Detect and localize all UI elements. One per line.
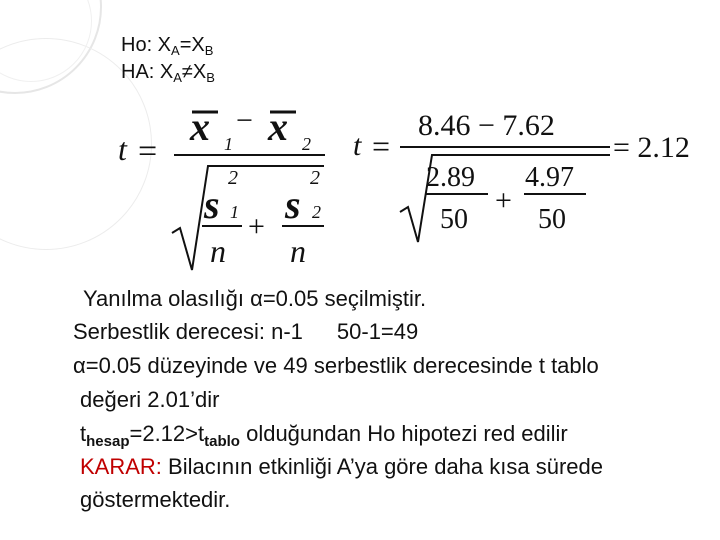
table-value-line: α=0.05 düzeyinde ve 49 serbestlik derecesinde t tablo (73, 353, 599, 378)
s2-square: 2 (310, 167, 320, 189)
numeric-b: 4.97 (525, 162, 574, 193)
table-value-cont: değeri 2.01’dir (80, 387, 220, 412)
ha-sub-a: A (173, 70, 182, 85)
null-hypothesis (121, 33, 213, 63)
s1-index: 1 (230, 202, 239, 222)
degrees-freedom-line (73, 319, 418, 345)
h0-mid: =X (179, 34, 205, 56)
comp-end: olduğundan Ho hipotezi red edilir (239, 421, 568, 446)
n1-symbol: n (210, 233, 226, 269)
comp-sub-hesap: hesap (86, 433, 130, 450)
error-rate-line: Yanılma olasılığı α=0.05 seçilmiştir. (83, 286, 427, 311)
comparison-line (80, 421, 568, 455)
minus-sign: − (236, 104, 253, 137)
numeric-numerator: 8.46 − 7.62 (418, 109, 555, 142)
df-label: Serbestlik derecesi: n-1 (73, 319, 303, 344)
numeric-n2: 50 (538, 204, 566, 235)
comp-sub-tablo: tablo (204, 433, 240, 450)
formula-t: t (118, 131, 127, 167)
h0-prefix: Ho: X (121, 34, 172, 56)
s1-square: 2 (228, 167, 238, 189)
numeric-result: = 2.12 (613, 131, 690, 164)
x2-index: 2 (302, 134, 311, 154)
ha-mid: ≠X (181, 61, 207, 83)
decision-text: Bilacının etkinliği A’ya göre daha kısa sürede (161, 454, 603, 479)
h0-sub-a: A (171, 43, 180, 58)
decision-cont: göstermektedir. (80, 487, 231, 512)
s2-index: 2 (312, 202, 321, 222)
h0-sub-b: B (204, 43, 214, 58)
plus-sign: + (248, 210, 265, 243)
numeric-n1: 50 (440, 204, 468, 235)
numeric-a: 2.89 (426, 162, 475, 193)
df-value: 50-1=49 (336, 319, 419, 344)
decision-label: KARAR: (80, 454, 162, 479)
numeric-t: t (353, 129, 362, 162)
alt-hypothesis (121, 60, 215, 90)
comp-mid: =2.12>t (129, 421, 205, 446)
n2-symbol: n (290, 233, 306, 269)
formula-eq: = (138, 133, 158, 170)
x1-index: 1 (224, 134, 233, 154)
numeric-eq: = (372, 128, 391, 164)
comp-t: t (80, 421, 87, 446)
decision-line (80, 454, 603, 480)
ha-sub-b: B (206, 70, 215, 85)
numeric-plus: + (495, 184, 512, 217)
s2-symbol: s (285, 182, 301, 227)
t-test-formula (110, 100, 710, 275)
x1-symbol: x (190, 104, 210, 149)
ha-prefix: HA: X (121, 61, 174, 83)
x2-symbol: x (268, 104, 288, 149)
s1-symbol: s (204, 182, 220, 227)
